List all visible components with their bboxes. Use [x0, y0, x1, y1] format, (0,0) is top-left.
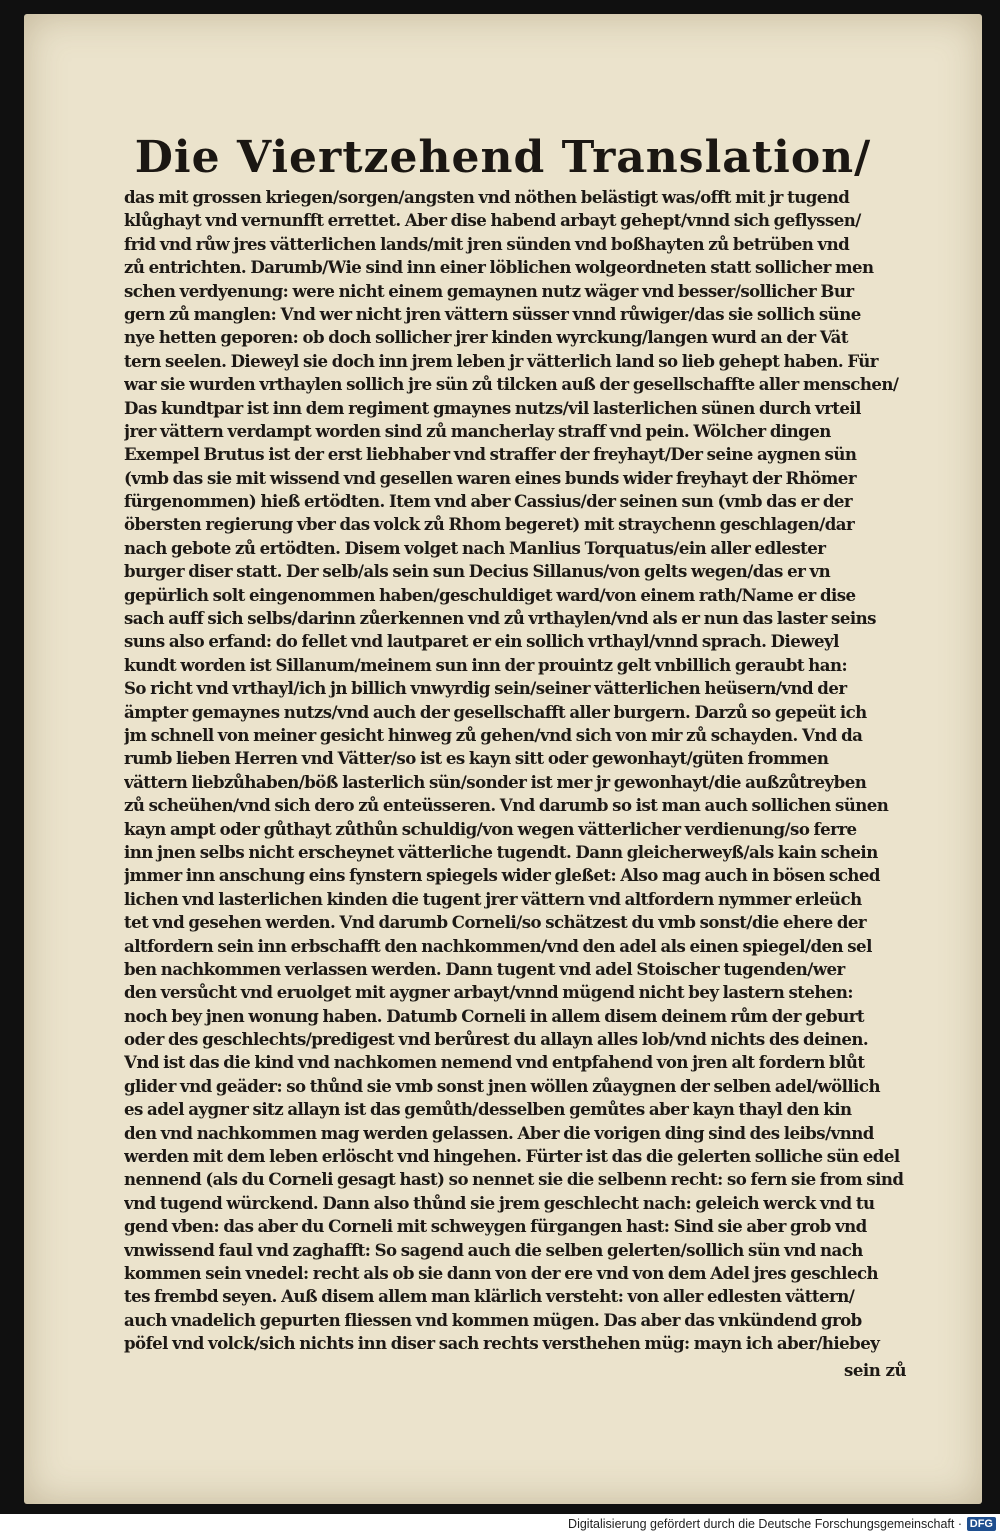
text-line: fürgenommen) hieß ertödten. Item vnd aber Cassius/der seinen sun (vmb das er der	[124, 491, 853, 512]
text-line: kommen sein vnedel: recht als ob sie dann von der ere vnd von dem Adel jres geschlech	[124, 1262, 879, 1283]
text-line: (vmb das sie mit wissend vnd gesellen waren eines bunds wider freyhayt der Rhömer	[124, 467, 857, 488]
text-line: nach gebote zů ertödten. Disem volget nach Manlius Torquatus/ein aller edlester	[124, 537, 826, 558]
text-line: den vnd nachkommen mag werden gelassen. Aber die vorigen ding sind des leibs/vnnd	[124, 1122, 874, 1143]
text-line: vnwissend faul vnd zaghafft: So sagend auch die selben gelerten/sollich sün vnd nach	[124, 1239, 863, 1260]
body-text	[124, 186, 934, 1356]
text-line: So richt vnd vrthayl/ich jn billich vnwyrdig sein/seiner vätterlichen heüsern/vnd der	[124, 678, 847, 699]
text-line: zů entrichten. Darumb/Wie sind inn einer löblichen wolgeordneten statt sollicher men	[124, 257, 874, 278]
text-line: suns also erfand: do fellet vnd lautparet er ein sollich vrthayl/vnnd sprach. Dieweyl	[124, 631, 839, 652]
footer-credit: Digitalisierung gefördert durch die Deutsche Forschungsgemeinschaft ·	[568, 1517, 962, 1531]
text-line: noch bey jnen wonung haben. Datumb Corneli in allem disem deinem rům der geburt	[124, 1005, 865, 1026]
text-line: jm schnell von meiner gesicht hinweg zů gehen/vnd sich von mir zů schayden. Vnd da	[124, 724, 863, 745]
text-line: das mit grossen kriegen/sorgen/angsten vnd nöthen belästigt was/offt mit jr tugend	[124, 187, 850, 207]
text-line: klůghayt vnd vernunfft errettet. Aber dise habend arbayt gehept/vnnd sich geflyssen/	[124, 210, 861, 231]
text-line: war sie wurden vrthaylen sollich jre sün zů tilcken auß der gesellschaffte aller menschen/	[124, 374, 899, 395]
text-line: glider vnd geäder: so thůnd sie vmb sonst jnen wöllen zůaygnen der selben adel/wöllich	[124, 1075, 881, 1096]
text-line: kundt worden ist Sillanum/meinem sun inn der prouintz gelt vnbillich geraubt han:	[124, 654, 848, 675]
text-line: schen verdyenung: were nicht einem gemaynen nutz wäger vnd besser/sollicher Bur	[124, 280, 854, 301]
text-line: gepürlich solt eingenommen haben/geschuldiget ward/von einem rath/Name er dise	[124, 584, 856, 605]
text-line: auch vnadelich gepurten fliessen vnd kommen mügen. Das aber das vnkündend grob	[124, 1309, 862, 1330]
text-line: öbersten regierung vber das volck zů Rhom begeret) mit straychenn geschlagen/dar	[124, 514, 855, 535]
text-line: gend vben: das aber du Corneli mit schweygen fürgangen hast: Sind sie aber grob vnd	[124, 1216, 867, 1237]
text-line: vättern liebzůhaben/böß lasterlich sün/sonder ist mer jr gewonhayt/die außzůtreyben	[124, 771, 867, 792]
text-line: tes frembd seyen. Auß disem allem man klärlich versteht: von aller edlesten vättern/	[124, 1286, 855, 1307]
text-line: jmmer inn anschung eins fynstern spiegels wider gleßet: Also mag auch in bösen sched	[124, 865, 880, 886]
text-line: oder des geschlechts/predigest vnd berůrest du allayn alles lob/vnd nichts des deinen.	[124, 1029, 869, 1050]
catchword: sein zů	[844, 1360, 907, 1380]
text-line: tet vnd gesehen werden. Vnd darumb Corneli/so schätzest du vmb sonst/die ehere der	[124, 912, 867, 933]
text-line: kayn ampt oder gůthayt zůthůn schuldig/von wegen vätterlicher verdienung/so ferre	[124, 818, 857, 839]
text-line: inn jnen selbs nicht erscheynet vätterliche tugendt. Dann gleicherweyß/als kain schein	[124, 841, 878, 862]
text-line: vnd tugend würckend. Dann also thůnd sie jrem geschlecht nach: geleich werck vnd tu	[124, 1192, 875, 1213]
text-line: ämpter gemaynes nutzs/vnd auch der gesellschafft aller burgern. Darzů so gepeüt ich	[124, 701, 867, 722]
text-line: zů scheühen/vnd sich dero zů enteüsseren. Vnd darumb so ist man auch sollichen sünen	[124, 795, 889, 816]
text-line: nye hetten geporen: ob doch sollicher jrer kinden wyrckung/langen wurd an der Vät	[124, 327, 848, 348]
text-line: burger diser statt. Der selb/als sein sun Decius Sillanus/von gelts wegen/das er vn	[124, 561, 831, 582]
text-line: Vnd ist das die kind vnd nachkomen nemend vnd entpfahend von jren alt fordern blůt	[124, 1052, 865, 1073]
text-line: rumb lieben Herren vnd Vätter/so ist es kayn sitt oder gewonhayt/güten frommen	[124, 748, 829, 769]
text-line: nennend (als du Corneli gesagt hast) so nennet sie die selbenn recht: so fern sie from sind	[124, 1169, 904, 1190]
text-line: ben nachkommen verlassen werden. Dann tugent vnd adel Stoischer tugenden/wer	[124, 958, 845, 979]
text-line: pöfel vnd volck/sich nichts inn diser sach rechts versthehen müg: mayn ich aber/hiebey	[124, 1333, 880, 1354]
text-line: altfordern sein inn erbschafft den nachkommen/vnd den adel als einen spiegel/den sel	[124, 935, 872, 956]
text-line: Das kundtpar ist inn dem regiment gmaynes nutzs/vil lasterlichen sünen durch vrteil	[124, 397, 861, 418]
text-line: tern seelen. Dieweyl sie doch inn jrem leben jr vätterlich land so lieb gehept haben. Für	[124, 350, 878, 371]
text-line: lichen vnd lasterlichen kinden die tugent jrer vättern vnd altfordern nymmer erleüch	[124, 888, 862, 909]
document-page	[24, 14, 982, 1504]
text-line: jrer vättern verdampt worden sind zů mancherlay straff vnd pein. Wölcher dingen	[124, 420, 831, 441]
text-line: werden mit dem leben erlöscht vnd hingehen. Fürter ist das die gelerten solliche sün edel	[124, 1146, 900, 1167]
dfg-logo: DFG	[967, 1517, 996, 1531]
text-line: Exempel Brutus ist der erst liebhaber vnd straffer der freyhayt/Der seine aygnen sün	[124, 444, 857, 465]
text-line: es adel aygner sitz allayn ist das gemůth/desselben gemůtes aber kayn thayl den kin	[124, 1099, 852, 1120]
text-line: den versůcht vnd eruolget mit aygner arbayt/vnnd mügend nicht bey lastern stehen:	[124, 982, 854, 1003]
footer-bar	[0, 1514, 1000, 1536]
page-title: Die Viertzehend Translation/	[134, 132, 872, 183]
text-line: gern zů manglen: Vnd wer nicht jren vättern süsser vnnd růwiger/das sie sollich süne	[124, 303, 861, 324]
text-line: frid vnd růw jres vätterlichen lands/mit jren sünden vnd boßhayten zů betrüben vnd	[124, 233, 850, 254]
text-line: sach auff sich selbs/darinn zůerkennen vnd zů vrthaylen/vnd als er nun das laster seins	[124, 608, 876, 629]
